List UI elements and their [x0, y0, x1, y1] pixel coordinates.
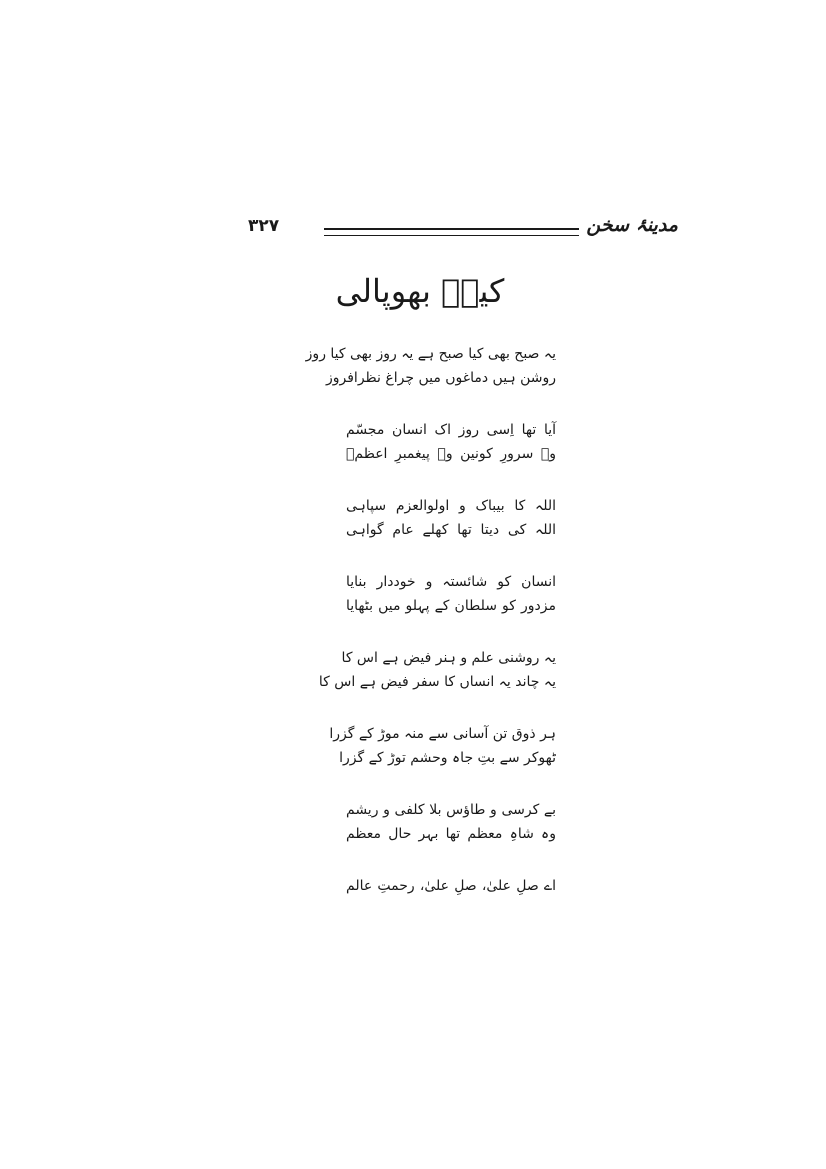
verse-line: انسان کو شائستہ و خوددار بنایا — [346, 574, 556, 590]
page-number: ۳۲۷ — [248, 216, 280, 236]
header-rule — [324, 228, 579, 236]
verse-line: بے کرسی و طاؤس بلا کلفی و ریشم — [346, 802, 556, 818]
verse-line: آیا تھا اِسی روز اک انسان مجسّم — [346, 422, 556, 438]
poem — [305, 342, 556, 926]
poet-name: کیفؔ بھوپالی — [335, 272, 505, 310]
verse-line: وہ شاہِ معظم تھا بہر حال معظم — [346, 826, 556, 842]
verse-line: یہ روشنی علم و ہنر فیض ہے اس کا — [341, 650, 556, 666]
verse-line: روشن ہیں دماغوں میں چراغ نظرافروز — [325, 370, 556, 386]
stanza — [346, 874, 556, 898]
verse-line: وہ سرورِ کونین وہ پیغمبرِ اعظمؐ — [346, 446, 556, 462]
stanza — [346, 494, 556, 542]
running-header — [238, 214, 678, 254]
verse-line: اللہ کی دیتا تھا کھلے عام گواہی — [346, 522, 556, 538]
stanza — [329, 722, 556, 770]
stanza — [346, 798, 556, 846]
stanza — [346, 418, 556, 466]
stanza — [305, 342, 556, 390]
verse-line: ہر ذوق تن آسانی سے منہ موڑ کے گزرا — [329, 726, 556, 742]
verse-line: یہ صبح بھی کیا صبح ہے یہ روز بھی کیا روز — [305, 346, 556, 362]
stanza — [346, 570, 556, 618]
verse-line: مزدور کو سلطان کے پہلو میں بٹھایا — [346, 598, 556, 614]
verse-line: اے صلِ علیٰ، صلِ علیٰ، رحمتِ عالم — [346, 878, 556, 894]
verse-line: یہ چاند یہ انساں کا سفر فیض ہے اس کا — [318, 674, 556, 690]
book-title: مدینۂ سخن — [586, 214, 678, 236]
verse-line: ٹھوکر سے بتِ جاہ وحشم توڑ کے گزرا — [339, 750, 556, 766]
verse-line: اللہ کا بیباک و اولوالعزم سپاہی — [346, 498, 556, 514]
stanza — [318, 646, 556, 694]
